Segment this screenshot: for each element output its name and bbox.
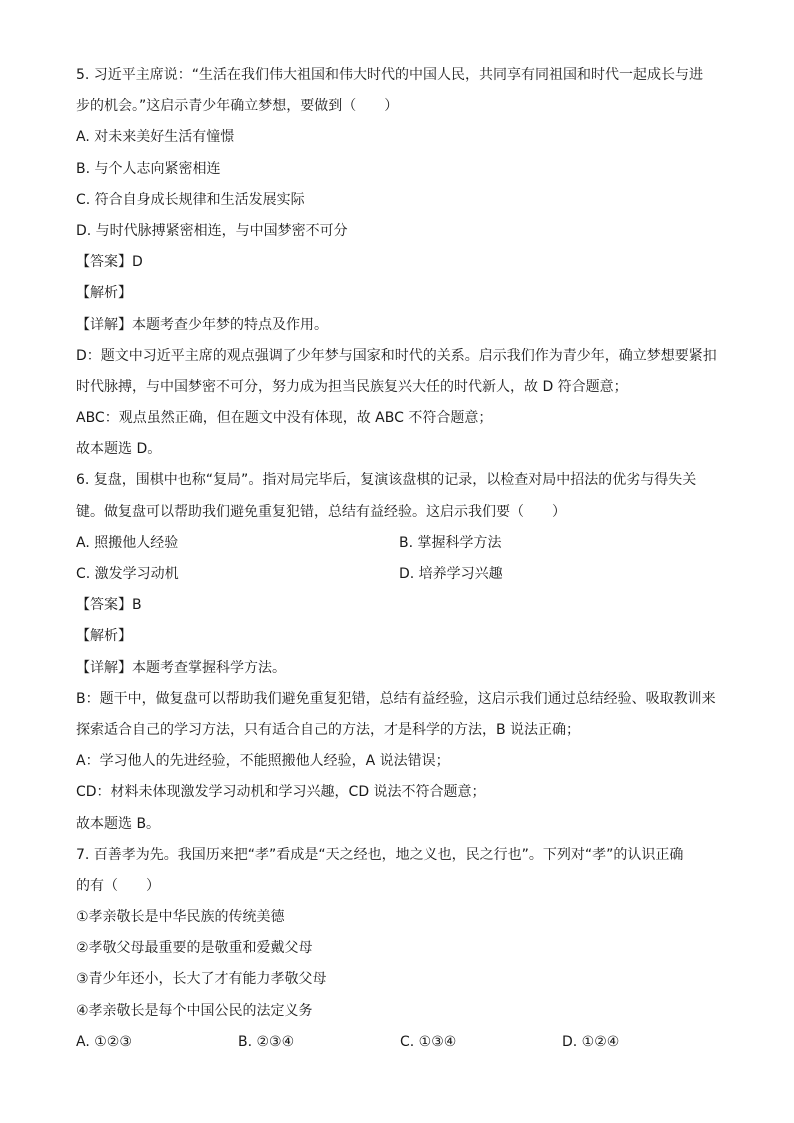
question-7 — [76, 840, 726, 1058]
analysis-label: 【解析】 — [76, 628, 132, 645]
option-b: B. 与个人志向紧密相连 — [76, 160, 221, 177]
detail-text: 探索适合自己的学习方法，只有适合自己的方法，才是科学的方法，B 说法正确； — [76, 721, 581, 738]
options-row — [76, 1027, 726, 1058]
document-page — [76, 60, 726, 1058]
detail-text: 故本题选 D。 — [76, 441, 162, 458]
detail-text: D：题文中习近平主席的观点强调了少年梦与国家和时代的关系。启示我们作为青少年，确立梦想要紧扣 — [76, 347, 717, 364]
option-d: D. 与时代脉搏紧密相连，与中国梦密不可分 — [76, 222, 348, 239]
option-c: C. ①③④ — [400, 1033, 457, 1050]
question-stem: 6. 复盘，围棋中也称“复局”。指对局完毕后，复演该盘棋的记录，以检查对局中招法的优劣与得失关 — [76, 472, 697, 489]
detail-text: A：学习他人的先进经验，不能照搬他人经验，A 说法错误； — [76, 753, 450, 770]
option-d: D. 培养学习兴趣 — [399, 566, 503, 582]
statement-3: ③青少年还小，长大了才有能力孝敬父母 — [76, 971, 327, 988]
analysis-label: 【解析】 — [76, 285, 132, 302]
question-5 — [76, 60, 726, 465]
detail-text: B：题干中，做复盘可以帮助我们避免重复犯错，总结有益经验，这启示我们通过总结经验、吸取教训来 — [76, 690, 716, 707]
detail-text: 时代脉搏，与中国梦密不可分，努力成为担当民族复兴大任的时代新人，故 D 符合题意； — [76, 378, 628, 395]
statement-4: ④孝亲敬长是每个中国公民的法定义务 — [76, 1002, 313, 1019]
answer-label: 【答案】B — [76, 597, 142, 614]
question-stem: 5. 习近平主席说：“生活在我们伟大祖国和伟大时代的中国人民，共同享有同祖国和时代一起成长与进 — [76, 67, 704, 83]
option-b: B. 掌握科学方法 — [399, 534, 502, 551]
option-a: A. 对未来美好生活有憧憬 — [76, 129, 235, 146]
option-d: D. ①②④ — [562, 1033, 620, 1050]
option-b: B. ②③④ — [238, 1033, 295, 1050]
detail-text: 故本题选 B。 — [76, 815, 161, 832]
detail-text: 【详解】本题考查掌握科学方法。 — [76, 659, 286, 676]
options-row — [76, 559, 726, 590]
question-stem: 7. 百善孝为先。我国历来把“孝”看成是“天之经也，地之义也，民之行也”。下列对“孝”的认识正确 — [76, 846, 684, 863]
detail-text: 【详解】本题考查少年梦的特点及作用。 — [76, 316, 328, 333]
detail-text: CD：材料未体现激发学习动机和学习兴趣，CD 说法不符合题意； — [76, 784, 486, 801]
answer-label: 【答案】D — [76, 254, 143, 271]
statement-1: ①孝亲敬长是中华民族的传统美德 — [76, 909, 285, 926]
detail-text: ABC：观点虽然正确，但在题文中没有体现，故 ABC 不符合题意； — [76, 410, 493, 427]
option-a: A. 照搬他人经验 — [76, 534, 179, 551]
question-stem: 的有（ ） — [76, 877, 160, 894]
question-6 — [76, 465, 726, 839]
statement-2: ②孝敬父母最重要的是敬重和爱戴父母 — [76, 940, 313, 957]
options-row — [76, 528, 726, 559]
option-c: C. 激发学习动机 — [76, 566, 179, 582]
option-a: A. ①②③ — [76, 1033, 132, 1050]
option-c: C. 符合自身成长规律和生活发展实际 — [76, 191, 305, 208]
question-stem: 步的机会。”这启示青少年确立梦想，要做到（ ） — [76, 98, 399, 115]
question-stem: 键。做复盘可以帮助我们避免重复犯错，总结有益经验。这启示我们要（ ） — [76, 503, 566, 520]
